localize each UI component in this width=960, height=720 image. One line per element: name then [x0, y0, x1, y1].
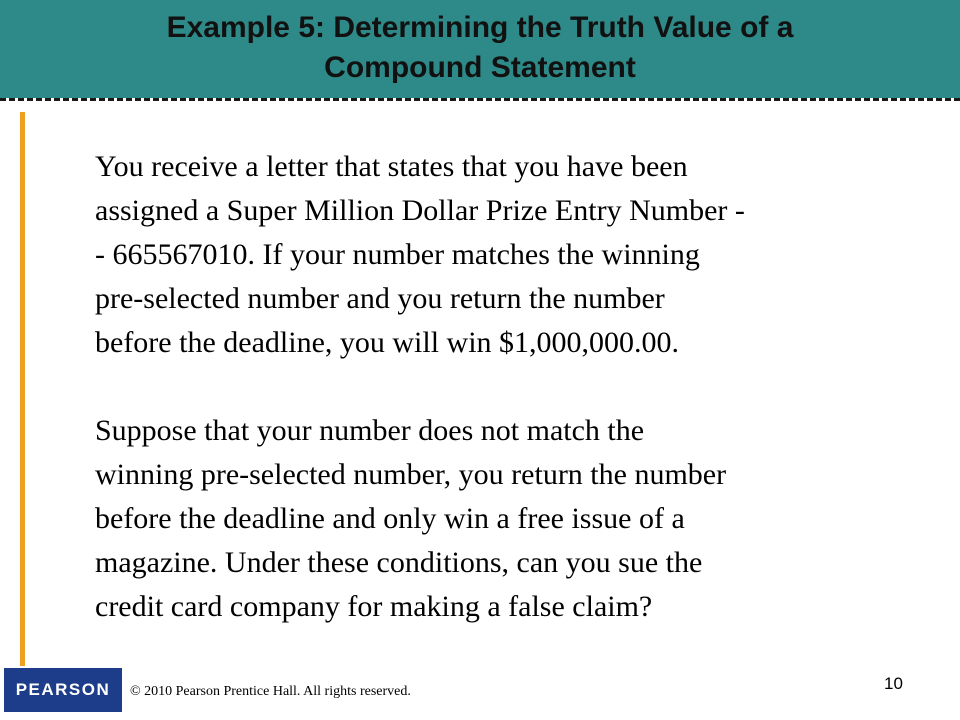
slide-title-line-2: Compound Statement	[324, 51, 636, 84]
side-accent-rule	[20, 112, 25, 666]
copyright-notice: © 2010 Pearson Prentice Hall. All rights reserved.	[130, 684, 411, 699]
slide-title	[0, 8, 960, 88]
dashed-divider	[0, 98, 960, 101]
pearson-logo	[4, 668, 122, 712]
body-paragraph-1: You receive a letter that states that you have been assigned a Super Million Dollar Prize Entry Number - - 665567010. If your number matches the winning pre-selected number and you return the number before the deadline, you will win $1,000,000.00.	[95, 150, 745, 359]
body-paragraph-2: Suppose that your number does not match the winning pre-selected number, you return the number before the deadline and only win a free issue of a magazine. Under these conditions, can you sue the credit card company for making a false claim?	[95, 414, 727, 623]
slide-number: 10	[884, 674, 903, 693]
slide-title-line-1: Example 5: Determining the Truth Value of a	[166, 11, 794, 44]
slide-body	[95, 145, 915, 629]
pearson-logo-text: PEARSON	[15, 680, 111, 699]
